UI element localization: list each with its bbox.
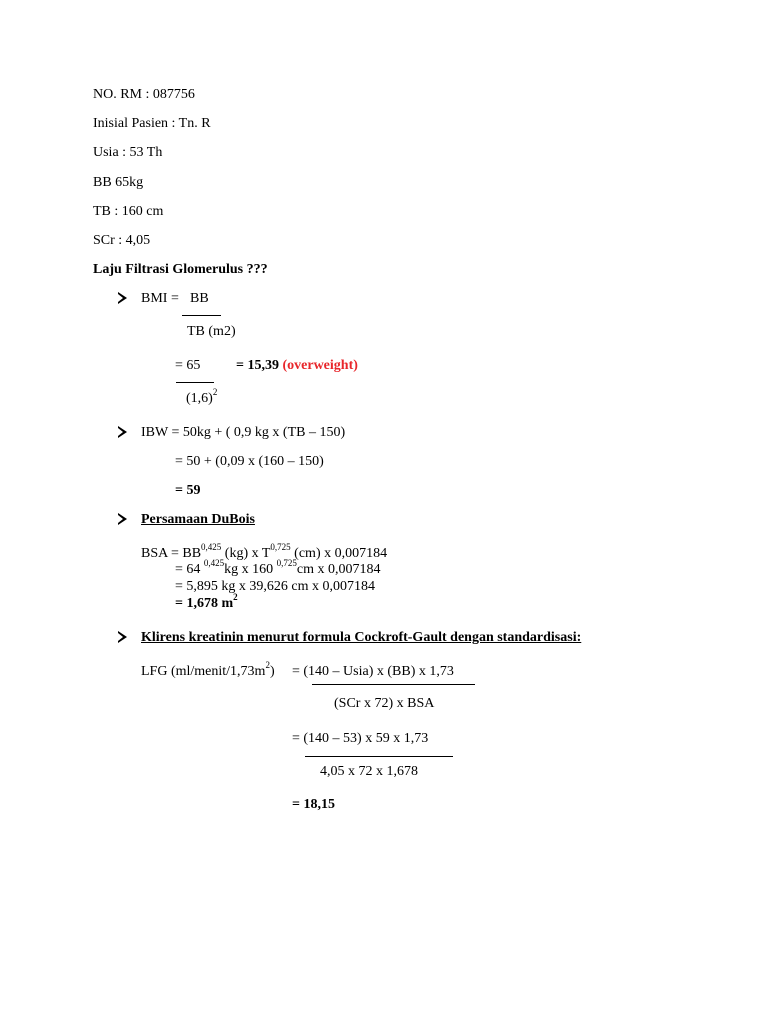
- lfg-title: Klirens kreatinin menurut formula Cockroft-Gault dengan standardisasi:: [141, 630, 582, 645]
- lfg-step-denominator: 4,05 x 72 x 1,678: [320, 764, 418, 779]
- bmi-lhs: BMI =: [141, 291, 179, 306]
- bmi-step-numerator: = 65: [175, 358, 201, 373]
- bsa-step-2: = 5,895 kg x 39,626 cm x 0,007184: [175, 579, 375, 594]
- bullet-arrow-icon: [118, 426, 127, 438]
- bmi-denominator: TB (m2): [187, 324, 236, 339]
- bmi-step-fraction-line: [176, 382, 214, 383]
- rm-number: NO. RM : 087756: [93, 87, 195, 102]
- bmi-step-denominator: $(1,6)^2$: [186, 387, 218, 406]
- patient-height: TB : 160 cm: [93, 204, 164, 219]
- bullet-arrow-icon: [118, 513, 127, 525]
- bullet-arrow-icon: [118, 292, 127, 304]
- patient-weight: BB 65kg: [93, 175, 144, 190]
- ibw-formula: IBW = 50kg + ( 0,9 kg x (TB – 150): [141, 425, 346, 440]
- bmi-result: = 15,39 (overweight): [236, 358, 358, 373]
- ibw-result: = 59: [175, 483, 201, 498]
- bmi-numerator: BB: [190, 291, 209, 306]
- patient-age: Usia : 53 Th: [93, 145, 163, 160]
- bsa-result: = 1,678 $m^2$: [175, 592, 238, 611]
- lfg-step-numerator: = (140 – 53) x 59 x 1,73: [292, 731, 429, 746]
- lfg-lhs: LFG $(ml/menit/1,73m^2)$: [141, 660, 275, 679]
- lfg-step-fraction-line: [305, 756, 453, 757]
- bsa-step-1: = 64 $^{0,425}$kg x 160 $^{0,725}$cm x 0,007184: [175, 558, 381, 577]
- bullet-arrow-icon: [118, 631, 127, 643]
- ibw-step: = 50 + (0,09 x (160 – 150): [175, 454, 324, 469]
- bsa-formula: BSA = BB$^{0,425}$ (kg) x T$^{0,725}$ (cm) x 0,007184: [141, 542, 388, 561]
- section-heading: Laju Filtrasi Glomerulus ???: [93, 262, 268, 277]
- patient-initial: Inisial Pasien : Tn. R: [93, 116, 211, 131]
- bmi-fraction-line: [182, 315, 221, 316]
- lfg-result: = 18,15: [292, 797, 335, 812]
- lfg-fraction-line: [312, 684, 475, 685]
- bmi-result-note: (overweight): [282, 358, 358, 373]
- patient-scr: SCr : 4,05: [93, 233, 151, 248]
- lfg-denominator: (SCr x 72) x BSA: [334, 696, 435, 711]
- bsa-title: Persamaan DuBois: [141, 512, 255, 527]
- lfg-numerator: = (140 – Usia) x (BB) x 1,73: [292, 664, 454, 679]
